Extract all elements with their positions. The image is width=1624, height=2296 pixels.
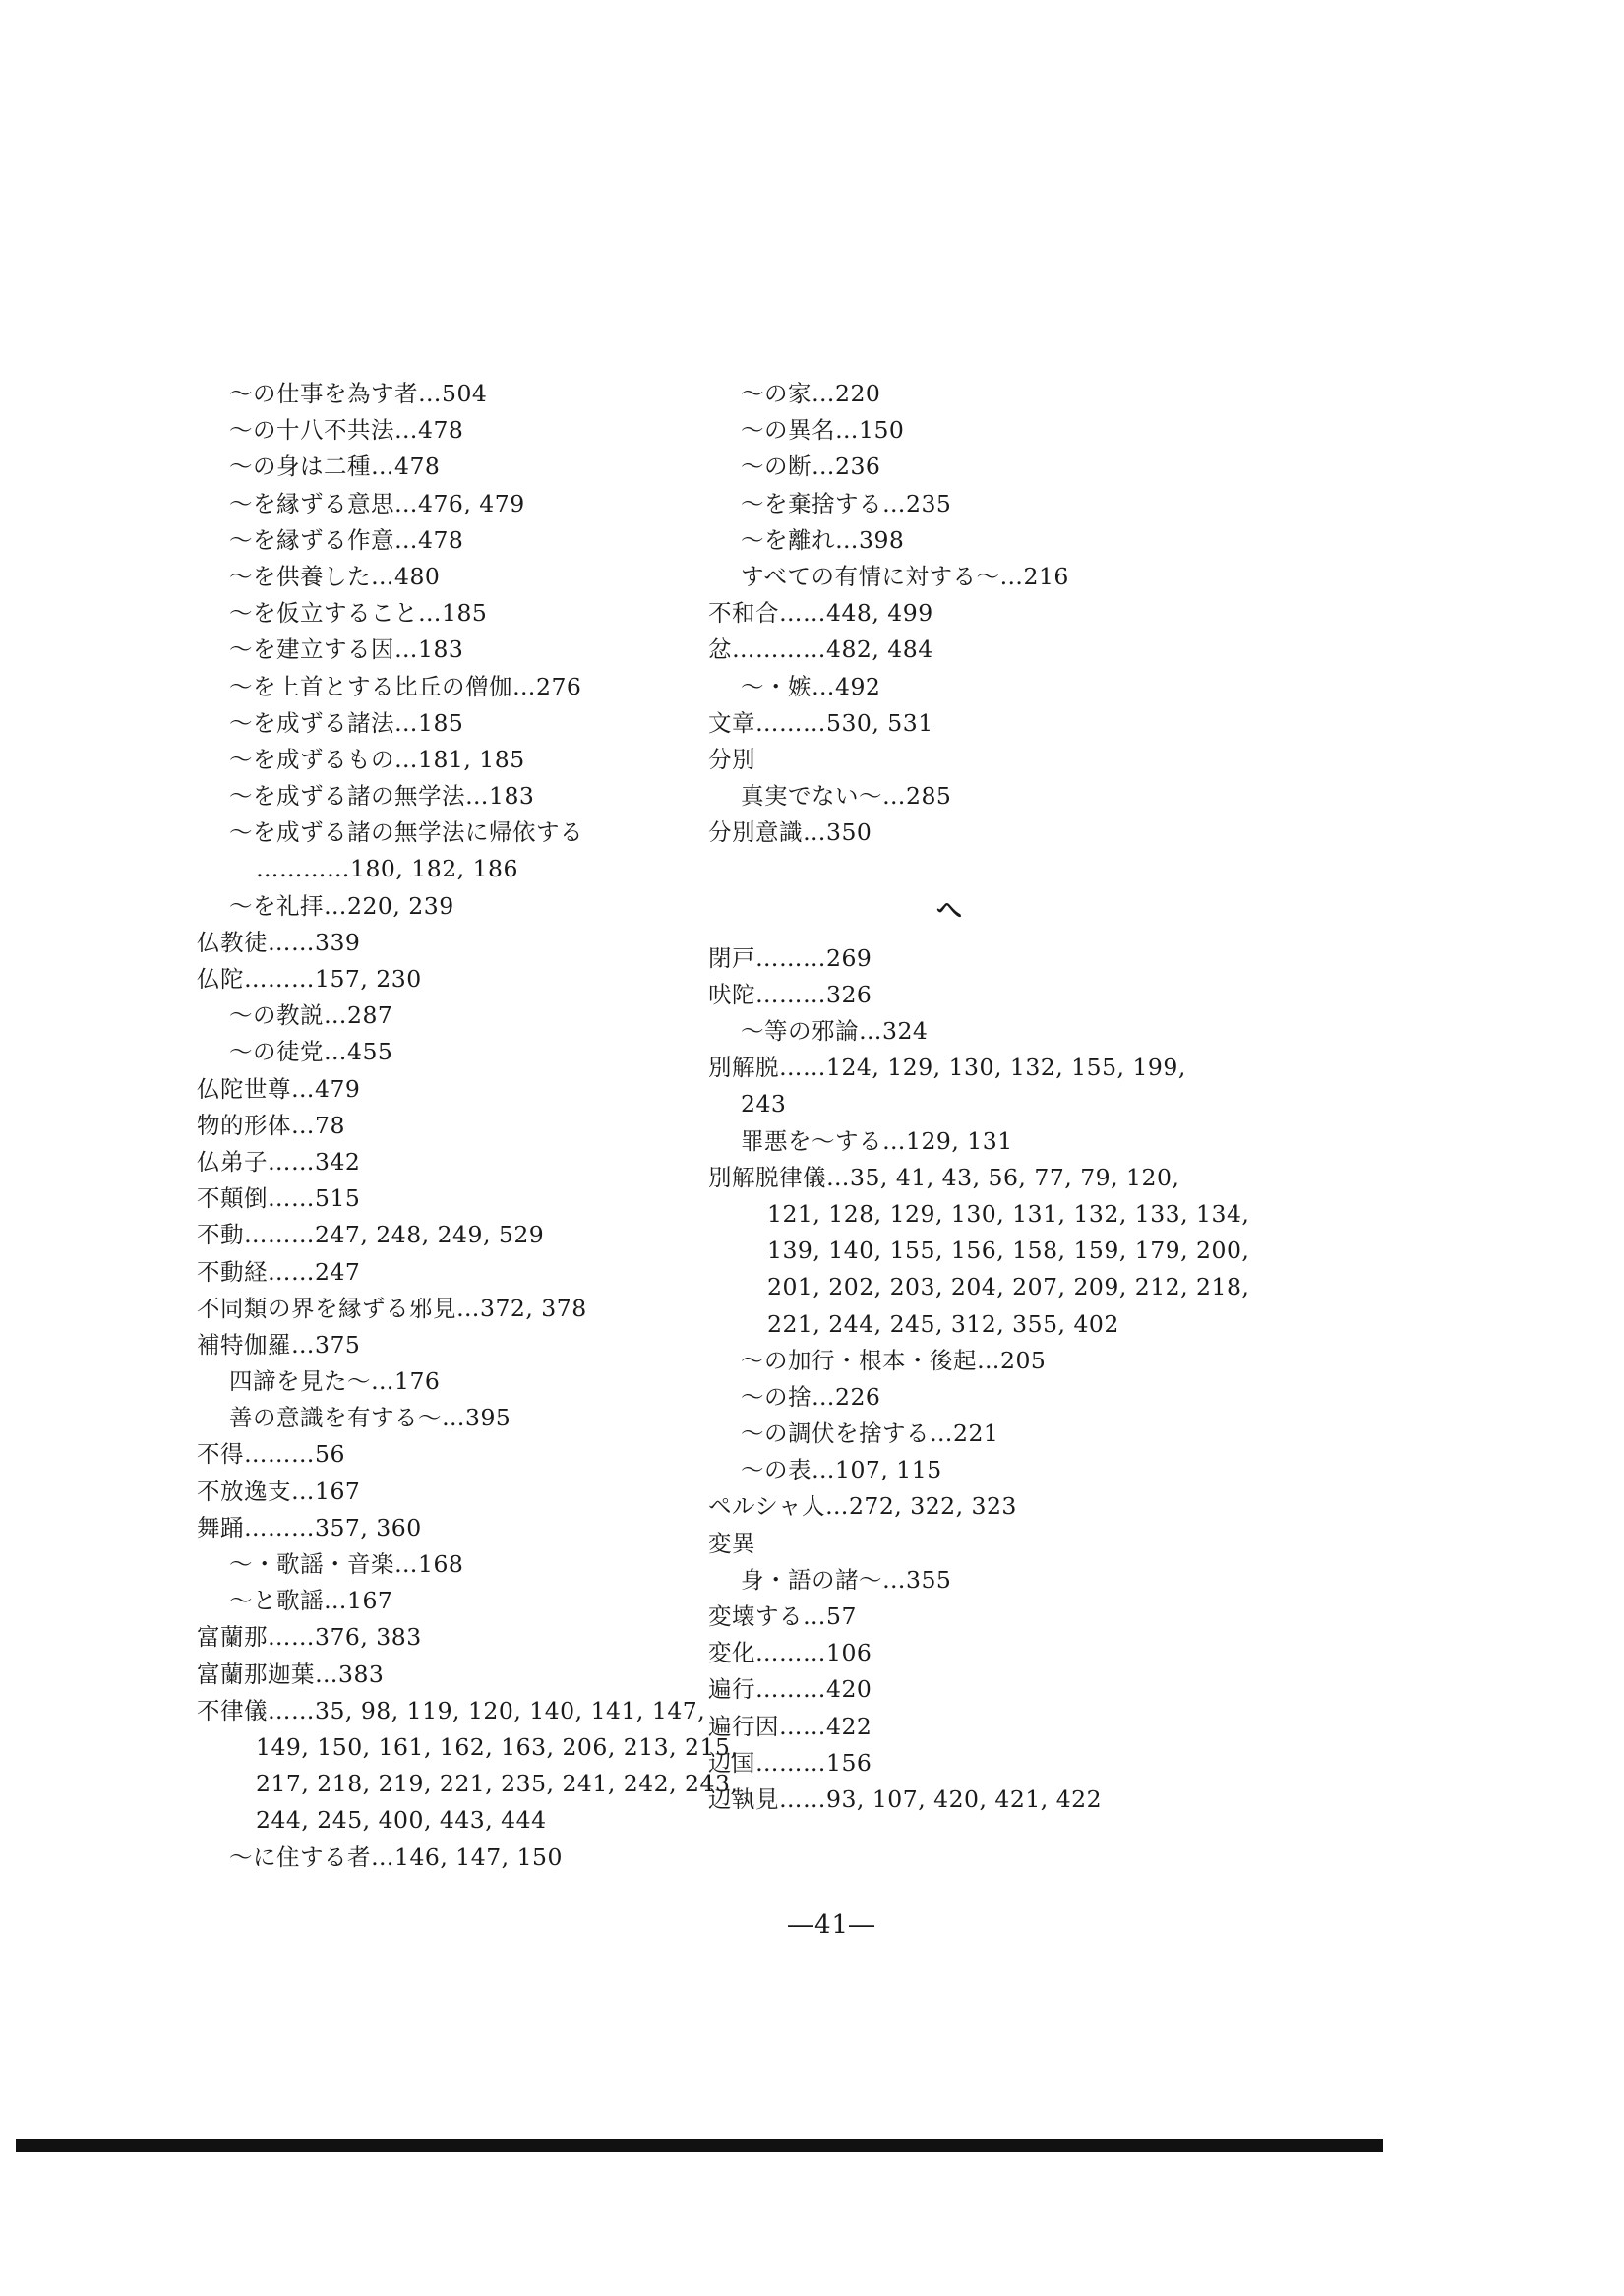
index-subentry: 身・語の諸～…355: [741, 1565, 952, 1594]
index-subentry: ～を離れ…398: [741, 525, 905, 554]
index-entry: 不放逸支…167: [197, 1477, 361, 1505]
index-entry: 不律儀……35, 98, 119, 120, 140, 141, 147,: [197, 1696, 706, 1724]
section-heading-he: へ: [936, 895, 963, 926]
index-entry: 吠陀………326: [708, 980, 872, 1008]
index-entry: 不同類の界を縁ずる邪見…372, 378: [197, 1294, 587, 1322]
index-entry: 遍行因……422: [708, 1712, 872, 1740]
index-entry: 補特伽羅…375: [197, 1330, 361, 1359]
index-subentry: ～の教説…287: [229, 1001, 393, 1030]
index-subentry: ～の異名…150: [741, 416, 905, 445]
index-subentry: ～・歌謡・音楽…168: [229, 1550, 464, 1578]
index-entry: 変壊する…57: [708, 1602, 857, 1630]
index-subentry: ～の十八不共法…478: [229, 416, 464, 445]
index-entry: 仏陀世尊…479: [197, 1074, 361, 1103]
index-subentry: 217, 218, 219, 221, 235, 241, 242, 243,: [256, 1770, 739, 1798]
index-subentry: ～の断…236: [741, 453, 881, 481]
index-subentry: ～の捨…226: [741, 1382, 881, 1411]
index-subentry: ～を成ずる諸の無学法に帰依する: [229, 818, 583, 847]
index-subentry: ～を成ずる諸の無学法…183: [229, 782, 535, 811]
index-entry: 辺国………156: [708, 1748, 872, 1777]
index-subentry: ～の加行・根本・後起…205: [741, 1346, 1047, 1374]
index-subentry: ～の徒党…455: [229, 1038, 393, 1066]
index-entry: 仏教徒……339: [197, 928, 361, 956]
index-subentry: 149, 150, 161, 162, 163, 206, 213, 215,: [256, 1732, 739, 1761]
index-entry: 別解脱律儀…35, 41, 43, 56, 77, 79, 120,: [708, 1163, 1180, 1191]
index-subentry: ～等の邪論…324: [741, 1017, 929, 1045]
scan-edge-bar: [16, 2139, 1383, 2152]
page-number: ―41―: [787, 1910, 876, 1940]
index-entry: 忿…………482, 484: [708, 635, 933, 664]
index-column-right: [708, 376, 1250, 1818]
index-subentry: ～を礼拝…220, 239: [229, 891, 454, 920]
index-entry: 別解脱……124, 129, 130, 132, 155, 199,: [708, 1054, 1186, 1082]
index-entry: 分別意識…350: [708, 818, 872, 847]
index-group-he: [708, 940, 1250, 1819]
index-entry: 富蘭那……376, 383: [197, 1623, 422, 1652]
index-entry: 不和合……448, 499: [708, 599, 933, 628]
index-entry: 変化………106: [708, 1639, 872, 1667]
index-subentry: ～と歌謡…167: [229, 1587, 393, 1615]
index-subentry: ～の仕事を為す者…504: [229, 380, 488, 407]
index-subentry: 善の意識を有する～…395: [229, 1404, 511, 1432]
index-entry: 不得………56: [197, 1440, 345, 1469]
index-subentry: ～の身は二種…478: [229, 453, 441, 481]
index-entry: 不動経……247: [197, 1257, 361, 1286]
index-subentry: ～を成ずる諸法…185: [229, 708, 464, 737]
index-subentry: 139, 140, 155, 156, 158, 159, 179, 200,: [767, 1237, 1250, 1265]
index-subentry: ～を仮立すること…185: [229, 599, 488, 628]
index-subentry: …………180, 182, 186: [256, 855, 518, 883]
index-subentry: ～に住する者…146, 147, 150: [229, 1843, 563, 1871]
index-subentry: 221, 244, 245, 312, 355, 402: [767, 1309, 1119, 1338]
index-group-fu-continued: [708, 376, 1220, 851]
index-subentry: 121, 128, 129, 130, 131, 132, 133, 134,: [767, 1199, 1250, 1228]
index-subentry: ～の家…220: [741, 380, 881, 407]
index-entry: 不顛倒……515: [197, 1184, 361, 1213]
index-entry: 辺執見……93, 107, 420, 421, 422: [708, 1784, 1103, 1813]
index-subentry: 四諦を見た～…176: [229, 1367, 441, 1396]
index-subentry: ～を供養した…480: [229, 562, 441, 590]
index-subentry: ～・嫉…492: [741, 672, 881, 700]
index-entry: 舞踊………357, 360: [197, 1513, 422, 1541]
index-subentry: 真実でない～…285: [741, 782, 952, 811]
index-subentry: 243: [741, 1090, 787, 1118]
index-subentry: ～を建立する因…183: [229, 635, 464, 664]
index-subentry: 201, 202, 203, 204, 207, 209, 212, 218,: [767, 1273, 1250, 1301]
index-subentry: ～を上首とする比丘の僧伽…276: [229, 672, 582, 700]
index-entry: 閉戸………269: [708, 943, 872, 972]
index-entry: 富蘭那迦葉…383: [197, 1660, 385, 1688]
index-subentry: 244, 245, 400, 443, 444: [256, 1806, 547, 1835]
index-entry: 仏弟子……342: [197, 1147, 361, 1176]
index-entry: ペルシャ人…272, 322, 323: [708, 1492, 1017, 1521]
index-subentry: ～の表…107, 115: [741, 1456, 942, 1484]
index-entry: 分別: [708, 745, 755, 773]
index-subentry: 罪悪を～する…129, 131: [741, 1126, 1013, 1155]
index-entry: 変異: [708, 1529, 755, 1557]
index-subentry: ～を縁ずる意思…476, 479: [229, 489, 525, 517]
index-subentry: ～の調伏を捨する…221: [741, 1420, 999, 1448]
index-subentry: すべての有情に対する～…216: [741, 562, 1069, 590]
index-entry: 物的形体…78: [197, 1111, 345, 1139]
index-entry: 文章………530, 531: [708, 708, 933, 737]
index-entry: 遍行………420: [708, 1675, 872, 1704]
index-subentry: ～を成ずるもの…181, 185: [229, 745, 525, 773]
index-subentry: ～を縁ずる作意…478: [229, 525, 464, 554]
index-subentry: ～を棄捨する…235: [741, 489, 952, 517]
section-gap: [708, 851, 1220, 887]
index-entry: 不動………247, 248, 249, 529: [197, 1221, 545, 1249]
index-entry: 仏陀………157, 230: [197, 965, 422, 993]
